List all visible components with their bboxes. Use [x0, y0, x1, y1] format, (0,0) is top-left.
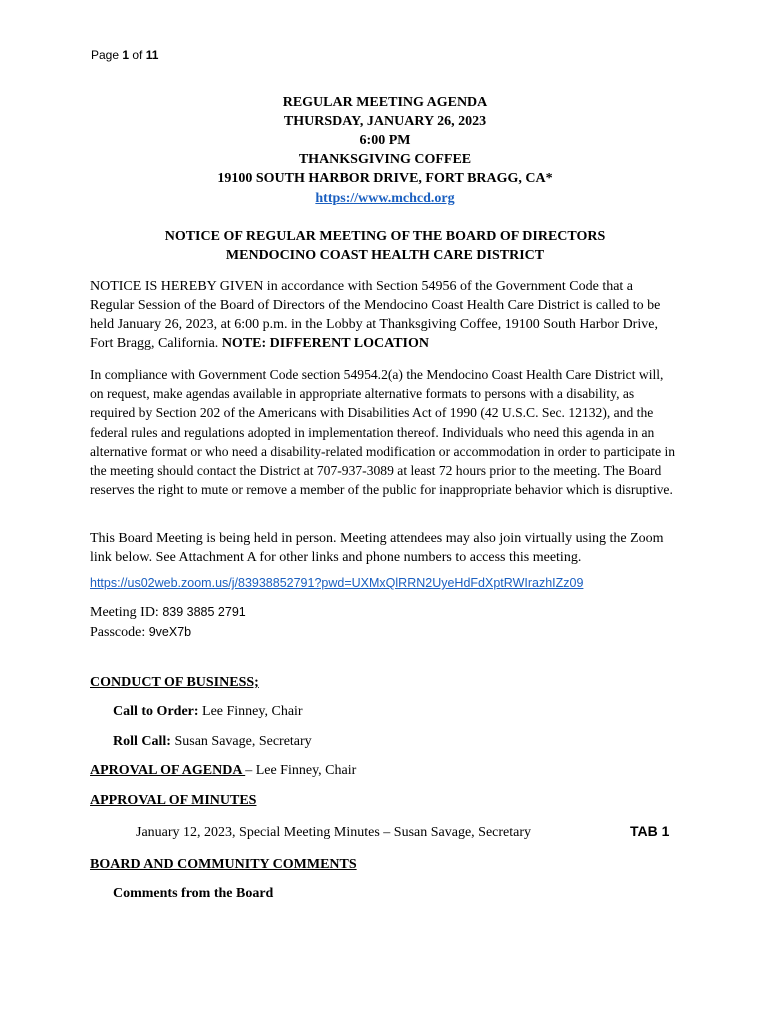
- meeting-id-row: [90, 605, 246, 621]
- comments-from-board: Comments from the Board: [113, 886, 274, 901]
- notice-text: NOTICE IS HEREBY GIVEN in accordance with Section 54956 of the Government Code that a Regular Session of the Board of Directors of the Mendocino Coast Health Care District is called to be held January 26, 2023, at 6:00 p.m. in the Lobby at Thanksgiving Coffee, 19100 South Harbor Drive, Fort Bragg, California.: [90, 279, 661, 351]
- header-venue: THANKSGIVING COFFEE: [298, 152, 472, 167]
- notice-note: NOTE: DIFFERENT LOCATION: [221, 336, 429, 351]
- call-to-order-value: Lee Finney, Chair: [198, 704, 303, 719]
- header-address: 19100 SOUTH HARBOR DRIVE, FORT BRAGG, CA*: [217, 171, 553, 186]
- header-title: REGULAR MEETING AGENDA: [282, 95, 488, 110]
- header-time: 6:00 PM: [359, 133, 411, 148]
- conduct-heading: CONDUCT OF BUSINESS;: [90, 675, 259, 690]
- roll-call-value: Susan Savage, Secretary: [170, 734, 312, 749]
- approval-minutes-heading: APPROVAL OF MINUTES: [90, 793, 257, 808]
- compliance-paragraph: In compliance with Government Code section 54954.2(a) the Mendocino Coast Health Care District will, on request, make agendas available in appropriate alternative formats to persons with a disability, as required by Section 202 of the Americans with Disabilities Act of 1990 (42 U.S.C. Sec. 12132), and the federal rules and regulations adopted in implementation thereof. Individuals who need this agenda in an alternative format or who need a disability-related modification or accommodation in order to participate in the meeting should contact the District at 707-937-3089 at least 72 hours prior to the meeting. The Board reserves the right to mute or remove a member of the public for inappropriate behavior which is disruptive.: [90, 367, 676, 498]
- call-to-order-label: Call to Order:: [113, 704, 199, 719]
- page-label: Page: [91, 48, 123, 62]
- passcode-label: Passcode:: [90, 625, 149, 640]
- tab-label: TAB 1: [630, 823, 670, 839]
- roll-call-row: [113, 734, 312, 750]
- passcode-row: [90, 625, 191, 641]
- page-of: of: [129, 48, 146, 62]
- notice-paragraph: [90, 277, 680, 353]
- website-link[interactable]: https://www.mchcd.org: [315, 191, 455, 206]
- roll-call-label: Roll Call:: [113, 734, 171, 749]
- board-comments-heading: BOARD AND COMMUNITY COMMENTS: [90, 857, 357, 872]
- page-number: [91, 48, 158, 62]
- zoom-link[interactable]: https://us02web.zoom.us/j/83938852791?pwd=UXMxQlRRN2UyeHdFdXptRWIrazhIZz09: [90, 576, 584, 590]
- minutes-item: January 12, 2023, Special Meeting Minutes – Susan Savage, Secretary: [136, 825, 532, 840]
- meeting-id-label: Meeting ID:: [90, 605, 163, 620]
- page-total: 11: [145, 48, 159, 62]
- header-website-row: [0, 191, 770, 207]
- notice-title-line2: MENDOCINO COAST HEALTH CARE DISTRICT: [225, 248, 545, 263]
- page-current: 1: [122, 48, 130, 62]
- approval-agenda-heading: APROVAL OF AGENDA: [90, 763, 246, 778]
- passcode-value: 9veX7b: [148, 625, 192, 639]
- virtual-paragraph: This Board Meeting is being held in person. Meeting attendees may also join virtually using the Zoom link below. See Attachment A for other links and phone numbers to access this meeting.: [90, 531, 664, 565]
- notice-title-line1: NOTICE OF REGULAR MEETING OF THE BOARD OF DIRECTORS: [164, 229, 606, 244]
- approval-agenda-value: – Lee Finney, Chair: [245, 763, 357, 778]
- call-to-order-row: [113, 704, 303, 720]
- meeting-id-value: 839 3885 2791: [162, 605, 246, 619]
- approval-agenda-row: [90, 763, 356, 779]
- header-date: THURSDAY, JANUARY 26, 2023: [283, 114, 487, 129]
